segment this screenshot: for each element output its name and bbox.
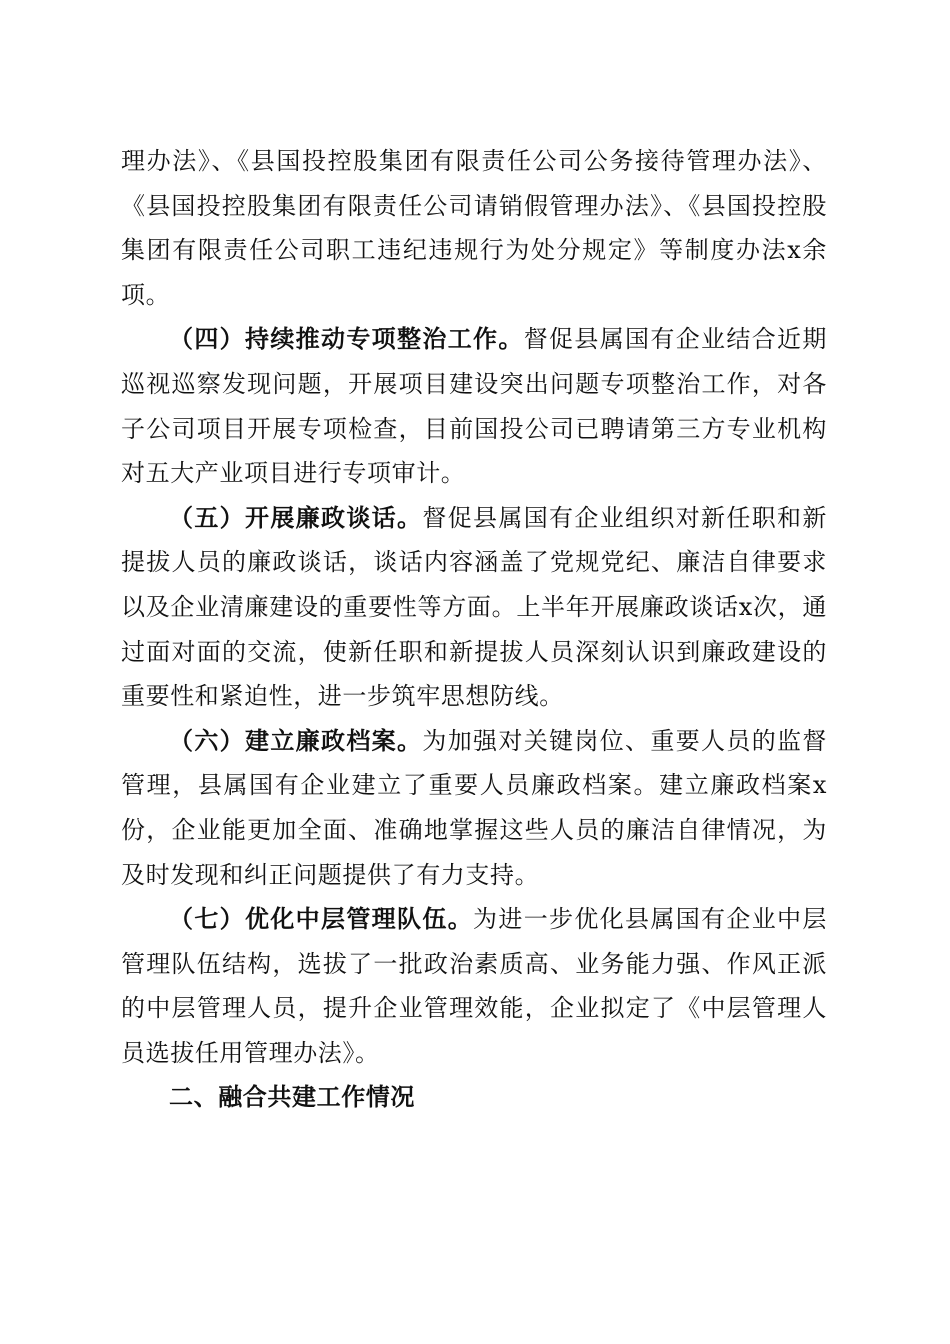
item-seven-body: 为进一步优化县属国有企业中层管理队伍结构，选拔了一批政治素质高、业务能力强、作风正派的中层管理人员，提升企业管理效能，企业拟定了《中层管理人员选拔任用管理办法》。 (121, 905, 827, 1067)
item-five-lead: （五）开展廉政谈话。 (169, 502, 423, 532)
item-five-body: 督促县属国有企业组织对新任职和新提拔人员的廉政谈话，谈话内容涵盖了党规党纪、廉洁自律要求以及企业清廉建设的重要性等方面。上半年开展廉政谈话x次，通过面对面的交流，使新任职和新提拔人员深刻认识到廉政建设的重要性和紧迫性，进一步筑牢思想防线。 (121, 503, 827, 711)
section-heading: 二、融合共建工作情况 (169, 1083, 415, 1112)
item-seven-lead: （七）优化中层管理队伍。 (169, 904, 474, 934)
item-six-paragraph (121, 719, 827, 897)
item-four-body: 督促县属国有企业结合近期巡视巡察发现问题，开展项目建设突出问题专项整治工作，对各子公司项目开展专项检查，目前国投公司已聘请第三方专业机构对五大产业项目进行专项审计。 (121, 325, 827, 488)
item-six-lead: （六）建立廉政档案。 (169, 725, 423, 755)
item-seven-paragraph (121, 897, 827, 1075)
intro-paragraph: 理办法》、《县国投控股集团有限责任公司公务接待管理办法》、《县国投控股集团有限责任公司请销假管理办法》、《县国投控股集团有限责任公司职工违纪违规行为处分规定》等制度办法x余项。 (121, 147, 827, 309)
item-six-body: 为加强对关键岗位、重要人员的监督管理，县属国有企业建立了重要人员廉政档案。建立廉政档案x份，企业能更加全面、准确地掌握这些人员的廉洁自律情况，为及时发现和纠正问题提供了有力支持。 (121, 726, 827, 889)
item-four-paragraph (121, 317, 827, 495)
document-body (121, 139, 827, 1120)
item-five-paragraph (121, 496, 827, 719)
item-four-lead: （四）持续推动专项整治工作。 (169, 324, 524, 354)
